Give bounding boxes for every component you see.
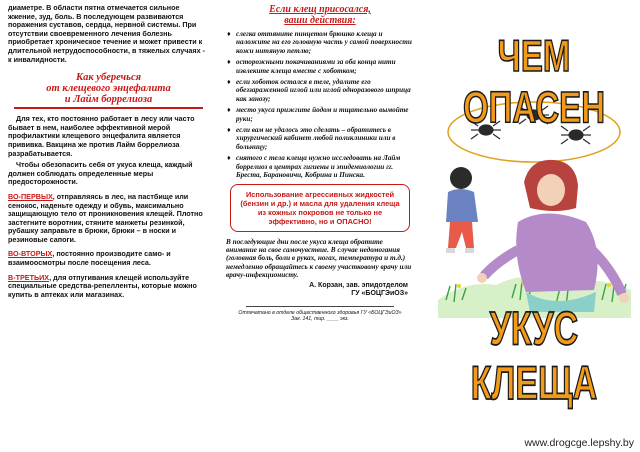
diamond-bullet-icon: ♦ [227,30,231,38]
list-item: ♦ слегка оттяните пинцетом брюшко клеща и наложите на его головную часть у самой поверхности кожи нитяную петлю; [227,30,412,55]
cover-title-bottom: УКУС КЛЕЩА [470,302,598,411]
left-column [0,0,215,452]
first-rule-text: , отправляясь в лес, на пастбище или сенокос, наденьте одежду и обувь, максимально защищающую тело от проникновения клещей. Плотно застегните воротник, стяните манжеты резинкой, рубашку заправьте в брюки, брюки – в носки и резиновые сапоги. [8,191,203,244]
signature-line2: ГУ «БОЦГЭиОЗ» [351,289,408,297]
cover-panel [426,0,640,452]
follow-up-paragraph: В последующие дни после укуса клеща обратите внимание на свое самочувствие. В случае недомогания (головная боль, боли в руках, ногах, температура и т.д.) немедленно обращайтесь к своему участковому врачу или врачу-инфекционисту. [226,237,412,280]
middle-column [222,0,418,452]
list-item: ♦ если вам не удалось это сделать – обратитесь в хирургический кабинет любой поликлиники или в больницу; [227,126,396,151]
section-title-protection [8,72,209,105]
list-item: ♦ снятого с тела клеща нужно исследовать на Лайм боррелиоз в центрах гигиены и эпидемиологии гг. Бреста, Барановичи, Кобрина и Пинска. [227,154,401,180]
list-item: ♦ если хоботок остался в теле, удалите его обеззараженной иглой или иглой одноразового шприца как занозу; [227,78,411,103]
diamond-bullet-icon: ♦ [227,78,231,87]
precautions-paragraph: Чтобы обезопасить себя от укуса клеща, каждый должен соблюдать определенные меры предосторожности. [8,160,193,187]
section-title-line1: Как уберечься [75,72,142,84]
list-item: ♦ осторожными покачиваниями за оба конца нити извлеките клеща вместе с хоботком; [227,58,396,75]
second-rule-lead: ВО-ВТОРЫХ [8,249,53,259]
actions-title-line1: Если клещ присосался, [269,4,371,15]
actions-title-line2: ваши действия: [284,15,356,26]
first-rule-paragraph [8,193,209,245]
cover-title-top: ЧЕМ ОПАСЕН [462,30,606,132]
second-rule-paragraph [8,250,209,267]
list-item: ♦ место укуса прижгите йодом и тщательно вымойте руки; [227,106,409,123]
footer-divider [246,306,394,307]
section-title-line2: от клещевого энцефалита [46,83,171,95]
diamond-bullet-icon: ♦ [227,126,231,135]
actions-list [226,30,414,180]
second-rule-text: , постоянно производите само- и взаимоосмотры после посещения леса. [8,249,171,268]
boy-figure [446,167,478,253]
diamond-bullet-icon: ♦ [227,58,231,67]
intro-paragraph: диаметре. В области пятна отмечается сильное жжение, зуд, боль. В последующем развиваются поражения суставов, сердца, нервной системы. При отсутствии своевременного лечения болезнь приобретает хроническое течение и может привести к длительной нетрудоспособности, в тяжелых случаях - к инвалидности. [8,3,206,64]
warning-box: Использование агрессивных жидкостей (бензин и др.) и масла для удаления клеща из кожных покровов не только не эффективно, но и ОПАСНО! [230,184,410,232]
section-title-line3: и Лайм боррелиоза [64,94,153,106]
third-rule-paragraph [8,274,209,300]
first-rule-lead: ВО-ПЕРВЫХ [8,191,53,201]
print-info-line2: Зак. 141, тир. ____ экз. [291,315,349,322]
title-divider [14,107,203,109]
diamond-bullet-icon: ♦ [227,154,231,163]
signature-line1: А. Корзан, зав. эпидотделом [309,281,408,289]
third-rule-text: , для отпугивания клещей используйте специальные средства-репелленты, которые можно купить в аптеках или магазинах. [8,272,197,299]
site-watermark: www.drogcge.lepshy.by [524,437,634,449]
diamond-bullet-icon: ♦ [227,106,231,115]
vaccine-paragraph: Для тех, кто постоянно работает в лесу или часто бывает в нем, наиболее эффективной мерой профилактики клещевого энцефалита является прививка. Вакцина же против Лайм боррелиоза разрабатывается. [8,114,195,158]
print-info-line1: Отпечатано в отделе общественного здоровья ГУ «БОЦГЭиОЗ» [238,309,402,316]
third-rule-lead: В-ТРЕТЬИХ [8,272,50,282]
